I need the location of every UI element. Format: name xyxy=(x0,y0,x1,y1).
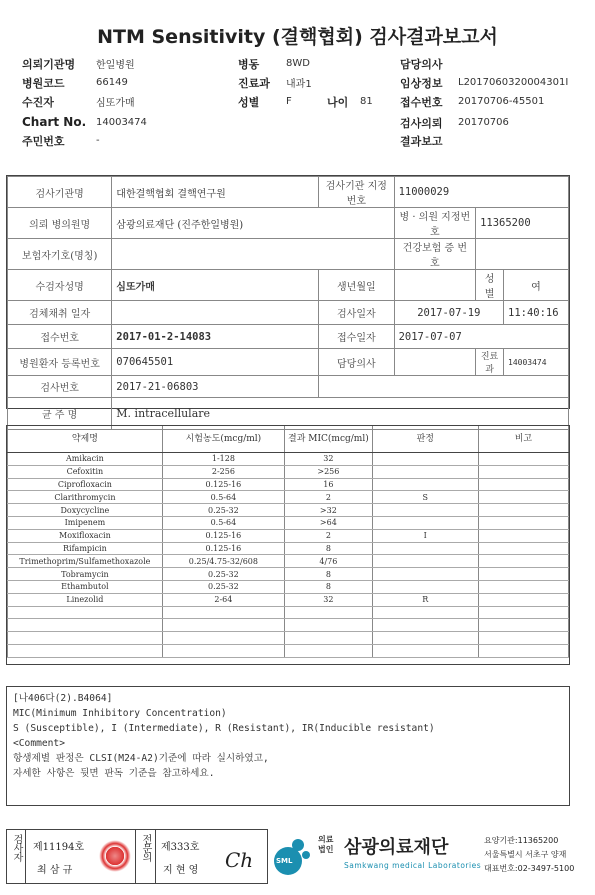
rcpt-value: 2017-01-2-14083 xyxy=(112,325,319,349)
cell-empty xyxy=(162,632,284,645)
specialist-name: 지 현 영 xyxy=(163,865,199,876)
examiner-seal-icon xyxy=(99,840,131,872)
cell-drug: Clarithromycin xyxy=(8,491,163,504)
cell-mic: 8 xyxy=(284,568,372,581)
table-row-empty xyxy=(8,606,569,619)
table-row xyxy=(8,542,569,555)
cell-mic: 2 xyxy=(284,491,372,504)
header-left-2: 수진자 xyxy=(22,96,54,109)
cell-note xyxy=(478,516,568,529)
test-date-label: 검사일자 xyxy=(319,301,395,325)
notes-box xyxy=(6,686,570,806)
cell-range: 0.125-16 xyxy=(162,542,284,555)
doc-label: 담당의사 xyxy=(319,349,395,376)
col-note: 비고 xyxy=(478,426,568,453)
cell-range: 2-256 xyxy=(162,465,284,478)
cell-drug: Imipenem xyxy=(8,516,163,529)
note-line: 자세한 사항은 뒷면 판독 기준을 참고하세요. xyxy=(13,768,215,779)
cell-empty xyxy=(284,606,372,619)
cell-empty xyxy=(284,644,372,657)
req-no-value: 11365200 xyxy=(476,208,569,239)
test-time-value: 11:40:16 xyxy=(504,301,569,325)
table-row xyxy=(8,593,569,606)
header-right-0: 담당의사 xyxy=(400,58,443,71)
cell-range: 0.125-16 xyxy=(162,478,284,491)
col-drug: 약제명 xyxy=(8,426,163,453)
header-mid-2: 성별 xyxy=(238,96,260,109)
birth-label: 생년월일 xyxy=(319,270,395,301)
header-mid-0: 병동 xyxy=(238,58,260,71)
doc-value xyxy=(394,349,475,376)
note-line: 항생제별 판정은 CLSI(M24-A2)기준에 따라 실시하였고, xyxy=(13,753,269,764)
cell-range: 0.5-64 xyxy=(162,491,284,504)
cell-range: 0.25-32 xyxy=(162,568,284,581)
header-right-4: 결과보고 xyxy=(400,135,443,148)
exam-label: 검사번호 xyxy=(8,376,112,398)
cell-interp xyxy=(372,504,478,517)
cell-interp xyxy=(372,465,478,478)
species-label: 균 주 명 xyxy=(8,398,112,430)
req-value: 삼광의료재단 (진주한일병원) xyxy=(112,208,394,239)
cell-note xyxy=(478,478,568,491)
header-right-2: 접수번호 xyxy=(400,96,443,109)
ins-value xyxy=(112,239,394,270)
table-row xyxy=(8,516,569,529)
cell-empty xyxy=(284,632,372,645)
lab-no-value: 11000029 xyxy=(394,177,568,208)
note-line: MIC(Minimum Inhibitory Concentration) xyxy=(13,708,227,719)
cell-drug: Ciprofloxacin xyxy=(8,478,163,491)
table-row-empty xyxy=(8,632,569,645)
rcpt-date-value: 2017-07-07 xyxy=(394,325,568,349)
cell-empty xyxy=(372,644,478,657)
cell-mic: 8 xyxy=(284,542,372,555)
cell-range: 0.25-32 xyxy=(162,580,284,593)
cell-drug: Moxifloxacin xyxy=(8,529,163,542)
cell-note xyxy=(478,529,568,542)
cell-mic: 4/76 xyxy=(284,555,372,568)
cell-mic: >64 xyxy=(284,516,372,529)
cell-note xyxy=(478,453,568,466)
cell-empty xyxy=(372,606,478,619)
cell-mic: 16 xyxy=(284,478,372,491)
species-value: M. intracellulare xyxy=(112,398,569,430)
dept-label: 진료과 xyxy=(476,349,504,376)
col-mic: 결과 MIC(mcg/ml) xyxy=(284,426,372,453)
note-line: S (Susceptible), I (Intermediate), R (Resistant), IR(Inducible resistant) xyxy=(13,723,435,734)
sml-text: SML xyxy=(276,857,293,865)
cell-empty xyxy=(8,619,163,632)
cell-note xyxy=(478,504,568,517)
table-row xyxy=(8,504,569,517)
header-left-4: 주민번호 xyxy=(22,135,65,148)
cell-empty xyxy=(162,606,284,619)
table-row-empty xyxy=(8,644,569,657)
note-line: <Comment> xyxy=(13,738,65,749)
org-name: 삼광의료재단 xyxy=(344,837,449,858)
examiner-license: 제11194호 xyxy=(33,842,85,853)
lab-value: 대한결핵협회 결핵연구원 xyxy=(112,177,319,208)
org-english: Samkwang medical Laboratories xyxy=(344,861,482,870)
cell-interp: I xyxy=(372,529,478,542)
table-row xyxy=(8,453,569,466)
drug-table-header xyxy=(8,426,569,453)
cell-drug: Cefoxitin xyxy=(8,465,163,478)
ins-cert-value xyxy=(476,239,569,270)
name-label: 수검자성명 xyxy=(8,270,112,301)
cell-drug: Ethambutol xyxy=(8,580,163,593)
test-date-value: 2017-07-19 xyxy=(394,301,503,325)
cell-mic: >256 xyxy=(284,465,372,478)
cell-interp xyxy=(372,580,478,593)
cell-drug: Rifampicin xyxy=(8,542,163,555)
table-row xyxy=(8,568,569,581)
org-type: 의료 법인 xyxy=(318,835,334,854)
header-right-1: 임상정보 xyxy=(400,77,443,90)
collect-value xyxy=(112,301,319,325)
header-left-1: 병원코드 xyxy=(22,77,65,90)
cell-drug: Doxycycline xyxy=(8,504,163,517)
cell-empty xyxy=(372,619,478,632)
specialist-label: 전문의 xyxy=(140,834,151,861)
cell-empty xyxy=(162,644,284,657)
report-title: NTM Sensitivity (결핵협회) 검사결과보고서 xyxy=(97,26,498,48)
org-logo xyxy=(272,829,595,884)
header-left-3: Chart No. xyxy=(22,115,87,129)
cell-empty xyxy=(478,632,568,645)
table-row xyxy=(8,529,569,542)
table-row xyxy=(8,478,569,491)
table-row xyxy=(8,491,569,504)
ins-label: 보험자기호(명칭) xyxy=(8,239,112,270)
exam-value: 2017-21-06803 xyxy=(112,376,319,398)
cell-interp xyxy=(372,453,478,466)
cell-drug: Linezolid xyxy=(8,593,163,606)
cell-interp xyxy=(372,568,478,581)
examiner-label: 검사자 xyxy=(11,834,22,861)
cell-empty xyxy=(8,644,163,657)
table-row xyxy=(8,580,569,593)
cell-mic: 32 xyxy=(284,593,372,606)
cell-mic: 2 xyxy=(284,529,372,542)
cell-interp xyxy=(372,542,478,555)
cell-interp: S xyxy=(372,491,478,504)
header-age-value: 81 xyxy=(360,96,373,107)
cell-note xyxy=(478,491,568,504)
cell-empty xyxy=(284,619,372,632)
name-value: 심또가매 xyxy=(112,270,319,301)
table-row xyxy=(8,465,569,478)
cell-mic: >32 xyxy=(284,504,372,517)
birth-value xyxy=(394,270,475,301)
cell-note xyxy=(478,555,568,568)
org-code: 요양기관:11365200 xyxy=(484,836,559,845)
cell-empty xyxy=(478,644,568,657)
cell-range: 0.25-32 xyxy=(162,504,284,517)
cell-empty xyxy=(8,606,163,619)
cell-range: 0.5-64 xyxy=(162,516,284,529)
cell-note xyxy=(478,593,568,606)
cell-range: 0.125-16 xyxy=(162,529,284,542)
req-no-label: 병 · 의원 지정번호 xyxy=(394,208,475,239)
col-interp: 판정 xyxy=(372,426,478,453)
cell-interp xyxy=(372,555,478,568)
examiner-name: 최 삼 규 xyxy=(37,865,73,876)
cell-empty xyxy=(478,606,568,619)
header-right-3: 검사의뢰 xyxy=(400,117,443,130)
collect-label: 검체채취 일자 xyxy=(8,301,112,325)
header-age-label: 나이 xyxy=(327,96,349,109)
sex-value: 여 xyxy=(504,270,569,301)
cell-drug: Amikacin xyxy=(8,453,163,466)
org-phone: 대표번호:02-3497-5100 xyxy=(484,864,575,873)
rcpt-date-label: 접수일자 xyxy=(319,325,395,349)
cell-note xyxy=(478,465,568,478)
specialist-license: 제333호 xyxy=(161,842,200,853)
header-left-0: 의뢰기관명 xyxy=(22,58,76,71)
cell-interp xyxy=(372,478,478,491)
specialist-signature: Ch xyxy=(225,848,254,872)
col-range: 시험농도(mcg/ml) xyxy=(162,426,284,453)
header-mid-1: 진료과 xyxy=(238,77,270,90)
lab-label: 검사기관명 xyxy=(8,177,112,208)
cell-empty xyxy=(478,619,568,632)
reg-value: 070645501 xyxy=(112,349,319,376)
cell-interp xyxy=(372,516,478,529)
cell-interp: R xyxy=(372,593,478,606)
request-form xyxy=(6,175,570,421)
org-address: 서울특별시 서초구 양재 xyxy=(484,850,567,859)
cell-empty xyxy=(162,619,284,632)
lab-no-label: 검사기관 지정번호 xyxy=(319,177,395,208)
cell-range: 0.25/4.75-32/608 xyxy=(162,555,284,568)
cell-note xyxy=(478,542,568,555)
sex-label: 성별 xyxy=(476,270,504,301)
cell-range: 1-128 xyxy=(162,453,284,466)
cell-empty xyxy=(372,632,478,645)
req-label: 의뢰 병의원명 xyxy=(8,208,112,239)
signature-box xyxy=(6,829,268,884)
ins-cert-label: 건강보험 증 번 호 xyxy=(394,239,475,270)
cell-drug: Trimethoprim/Sulfamethoxazole xyxy=(8,555,163,568)
cell-range: 2-64 xyxy=(162,593,284,606)
table-row xyxy=(8,555,569,568)
cell-note xyxy=(478,580,568,593)
drug-table xyxy=(6,425,570,665)
cell-note xyxy=(478,568,568,581)
table-row-empty xyxy=(8,619,569,632)
cell-mic: 8 xyxy=(284,580,372,593)
cell-drug: Tobramycin xyxy=(8,568,163,581)
reg-label: 병원환자 등록번호 xyxy=(8,349,112,376)
dept-value: 14003474 xyxy=(504,349,569,376)
note-line: [나406다(2).B4064] xyxy=(13,693,113,704)
rcpt-label: 접수번호 xyxy=(8,325,112,349)
cell-empty xyxy=(8,632,163,645)
cell-mic: 32 xyxy=(284,453,372,466)
